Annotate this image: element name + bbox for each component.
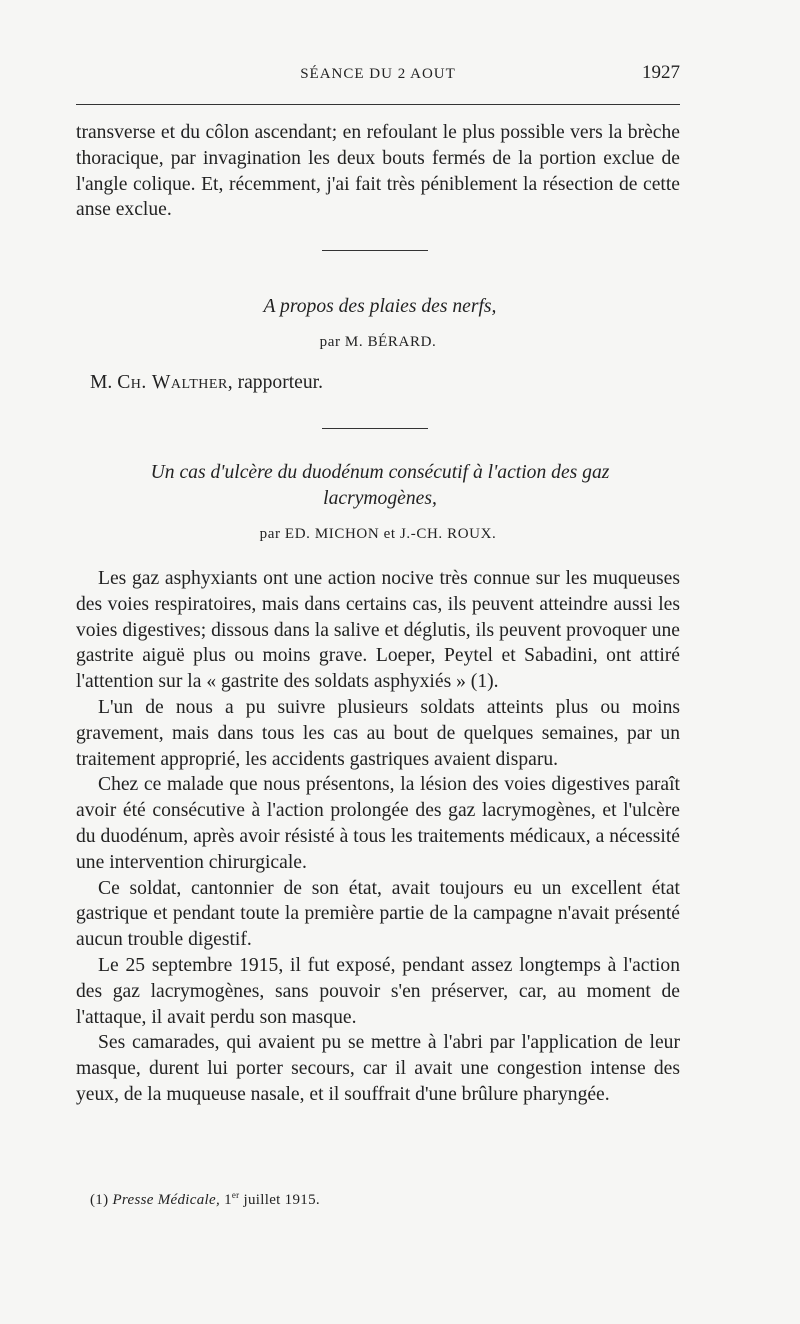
body-paragraph: Ses camarades, qui avaient pu se mettre à l'abri par l'application de leur masque, durent lui porter secours, car il avait une congestion intense des yeux, de la muqueuse nasale, et il souffrait d'une brûlure pharyngée.: [76, 1032, 680, 1105]
article-title: A propos des plaies des nerfs,: [263, 296, 497, 317]
article-title: [90, 460, 670, 512]
rapporteur-line: [90, 372, 323, 394]
article-authors: par ED. MICHON et J.-CH. ROUX.: [259, 526, 497, 542]
rapporteur-suffix: , rapporteur.: [227, 372, 323, 393]
footnote-date-day: 1: [224, 1192, 232, 1208]
body-paragraph: Chez ce malade que nous présentons, la lésion des voies digestives paraît avoir été consécutive à l'action prolongée des gaz lacrymogènes, et l'ulcère du duodénum, après avoir résisté à tous les traitements médicaux, a nécessité une intervention chirurgicale.: [76, 774, 680, 873]
section-separator: [322, 250, 428, 251]
header-rule: [76, 104, 680, 105]
rapporteur-name: Ch. Walther: [117, 372, 228, 393]
article-body: [76, 566, 680, 1108]
running-header: [76, 62, 680, 88]
footnote-date-rest: juillet 1915.: [243, 1192, 320, 1208]
footnote-marker: (1): [90, 1192, 109, 1208]
continuation-text: [76, 120, 680, 223]
footnote: [90, 1190, 320, 1209]
footnote-source: Presse Médicale,: [112, 1192, 220, 1208]
section-separator: [322, 428, 428, 429]
body-paragraph: Les gaz asphyxiants ont une action nocive très connue sur les muqueuses des voies respiratoires, mais dans certains cas, ils peuvent atteindre aussi les voies digestives; dissous dans la salive et déglutis, ils peuvent provoquer une gastrite aiguë plus ou moins grave. Loeper, Peytel et Sabadini, ont attiré l'attention sur la « gastrite des soldats asphyxiés » (1).: [76, 568, 680, 693]
article-title-line: lacrymogènes,: [323, 488, 437, 509]
article-author: par M. BÉRARD.: [319, 334, 437, 350]
page-number: 1927: [642, 62, 680, 83]
body-paragraph: L'un de nous a pu suivre plusieurs soldats atteints plus ou moins gravement, mais dans tous les cas au bout de quelques semaines, par un traitement approprié, les accidents gastriques avaient disparu.: [76, 696, 680, 770]
footnote-date-sup: er: [231, 1190, 240, 1200]
body-paragraph: Ce soldat, cantonnier de son état, avait toujours eu un excellent état gastrique et pendant toute la première partie de la campagne n'avait présenté aucun trouble digestif.: [76, 877, 680, 951]
running-title: SÉANCE DU 2 AOUT: [300, 66, 456, 82]
continuation-paragraph: transverse et du côlon ascendant; en refoulant le plus possible vers la brèche thoracique, par invagination les deux bouts fermés de la portion exclue de l'angle colique. Et, récemment, j'ai fait très péniblement la résection de cette anse exclue.: [76, 122, 680, 221]
body-paragraph: Le 25 septembre 1915, il fut exposé, pendant assez longtemps à l'action des gaz lacrymogènes, sans pouvoir s'en préserver, car, au moment de l'attaque, il avait perdu son masque.: [76, 954, 680, 1028]
article-title-line: Un cas d'ulcère du duodénum consécutif à l'action des gaz: [150, 462, 610, 483]
rapporteur-prefix: M.: [90, 372, 113, 393]
